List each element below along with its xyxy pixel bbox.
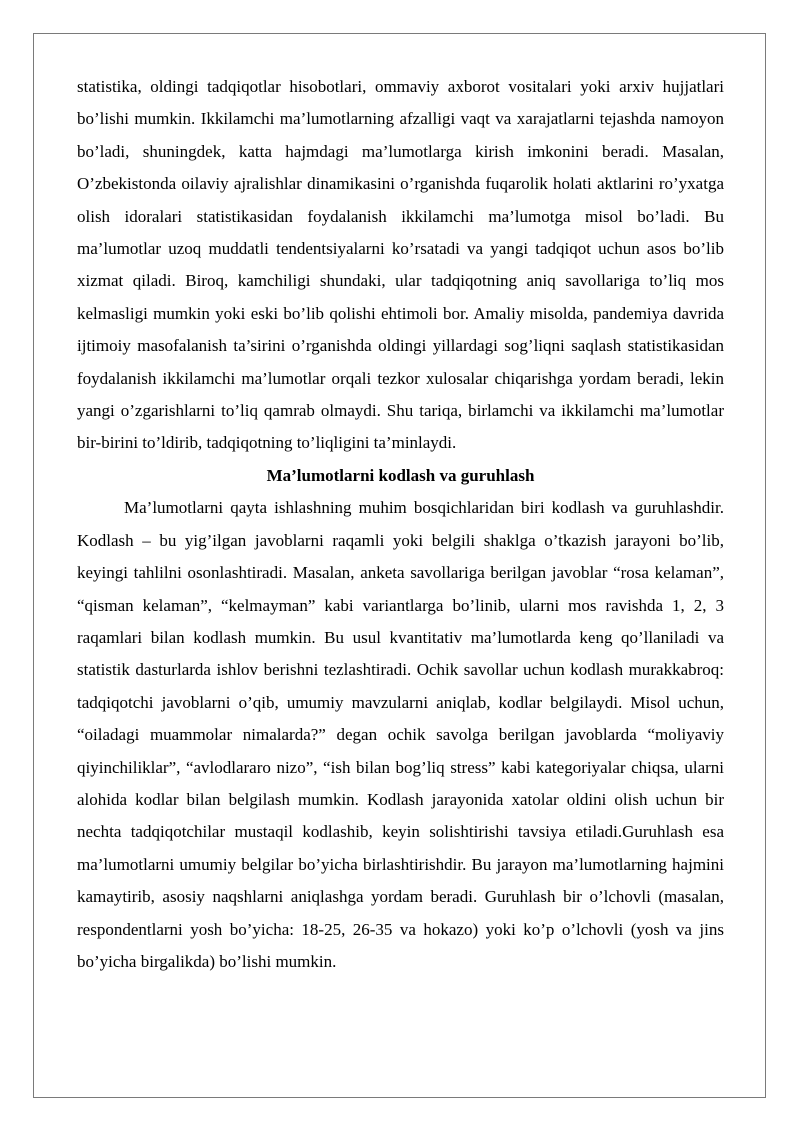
document-body	[77, 71, 724, 978]
body-paragraph: Ma’lumotlarni qayta ishlashning muhim bosqichlaridan biri kodlash va guruhlashdir. Kodlash – bu yig’ilgan javoblarni raqamli yoki belgili shaklga o’tkazish jarayoni bo’lib, keyingi tahlilni osonlashtiradi. Masalan, anketa savollariga berilgan javoblar “rosa kelaman”, “qisman kelaman”, “kelmayman” kabi variantlarga bo’linib, ularni mos ravishda 1, 2, 3 raqamlari bilan kodlash mumkin. Bu usul kvantitativ ma’lumotlarda keng qo’llaniladi va statistik dasturlarda ishlov berishni tezlashtiradi. Ochik savollar uchun kodlash murakkabroq: tadqiqotchi javoblarni o’qib, umumiy mavzularni aniqlab, kodlar belgilaydi. Misol uchun, “oiladagi muammolar nimalarda?” degan ochik savolga berilgan javoblarda “moliyaviy qiyinchiliklar”, “avlodlararo nizo”, “ish bilan bog’liq stress” kabi kategoriyalar chiqsa, ularni alohida kodlar bilan belgilash mumkin. Kodlash jarayonida xatolar oldini olish uchun bir nechta tadqiqotchilar mustaqil kodlashib, keyin solishtirishi tavsiya etiladi.Guruhlash esa ma’lumotlarni umumiy belgilar bo’yicha birlashtirishdir. Bu jarayon ma’lumotlarning hajmini kamaytirib, asosiy naqshlarni aniqlashga yordam beradi. Guruhlash bir o’lchovli (masalan, respondentlarni yosh bo’yicha: 18-25, 26-35 va hokazo) yoki ko’p o’lchovli (yosh va jins bo’yicha birgalikda) bo’lishi mumkin.	[77, 498, 724, 971]
body-paragraph: statistika, oldingi tadqiqotlar hisobotlari, ommaviy axborot vositalari yoki arxiv hujjatlari bo’lishi mumkin. Ikkilamchi ma’lumotlarning afzalligi vaqt va xarajatlarni tejashda namoyon bo’ladi, shuningdek, katta hajmdagi ma’lumotlarga kirish imkonini beradi. Masalan, O’zbekistonda oilaviy ajralishlar dinamikasini o’rganishda fuqarolik holati aktlarini ro’yxatga olish idoralari statistikasidan foydalanish ikkilamchi ma’lumotga misol bo’ladi. Bu ma’lumotlar uzoq muddatli tendentsiyalarni ko’rsatadi va yangi tadqiqot uchun asos bo’lib xizmat qiladi. Biroq, kamchiligi shundaki, ular tadqiqotning aniq savollariga to’liq mos kelmasligi mumkin yoki eski bo’lib qolishi ehtimoli bor. Amaliy misolda, pandemiya davrida ijtimoiy masofalanish ta’sirini o’rganishda oldingi yillardagi sog’liqni saqlash statistikasidan foydalanish ikkilamchi ma’lumotlar orqali tezkor xulosalar chiqarishga yordam beradi, lekin yangi o’zgarishlarni to’liq qamrab olmaydi. Shu tariqa, birlamchi va ikkilamchi ma’lumotlar bir-birini to’ldirib, tadqiqotning to’liqligini ta’minlaydi.	[77, 77, 724, 453]
section-heading: Ma’lumotlarni kodlash va guruhlash	[266, 465, 535, 485]
